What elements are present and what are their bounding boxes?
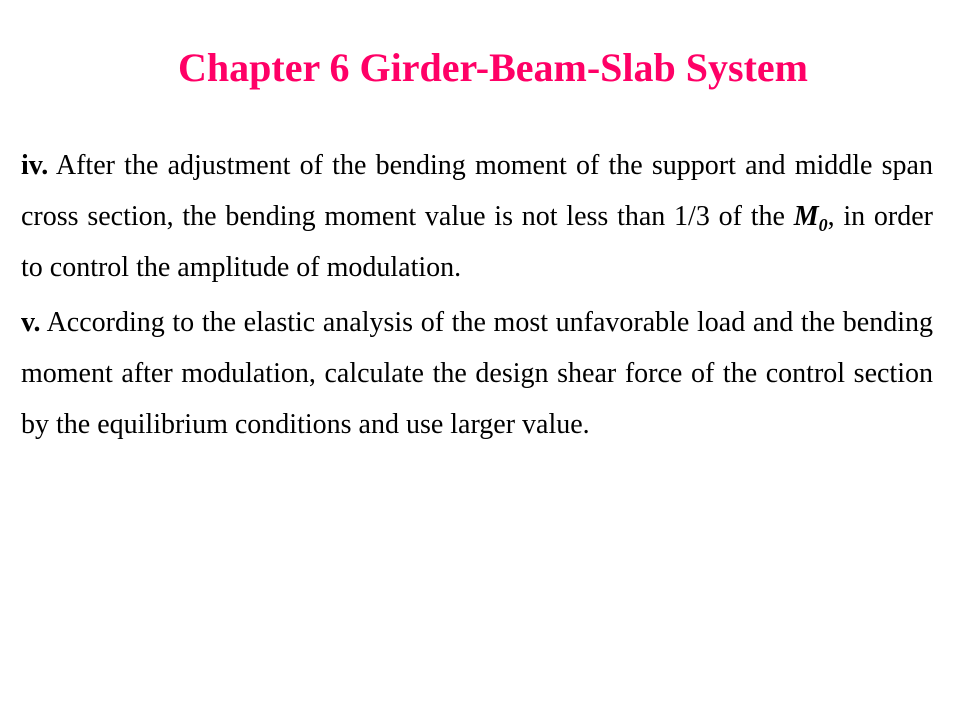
paragraph-text-v: According to the elastic analysis of the most unfavorable load and the bending moment after modulation, calculate the design shear force of the control section by the equilibrium conditions and use larger value. <box>21 307 933 440</box>
paragraph-iv <box>21 140 933 293</box>
math-symbol-m0 <box>793 201 828 235</box>
paragraph-label-v: v. <box>21 307 41 338</box>
slide-title: Chapter 6 Girder-Beam-Slab System <box>178 45 808 90</box>
symbol-subscript: 0 <box>818 215 828 235</box>
paragraph-v <box>21 297 933 450</box>
paragraph-label-iv: iv. <box>21 150 49 181</box>
paragraph-text-iv-b: , in order to control the amplitude of modulation. <box>21 201 933 283</box>
paragraph-text-iv-a: After the adjustment of the bending moment of the support and middle span cross section, the bending moment value is not less than 1/3 of the <box>21 150 933 232</box>
symbol-letter: M <box>793 201 819 232</box>
slide-body <box>21 140 933 454</box>
